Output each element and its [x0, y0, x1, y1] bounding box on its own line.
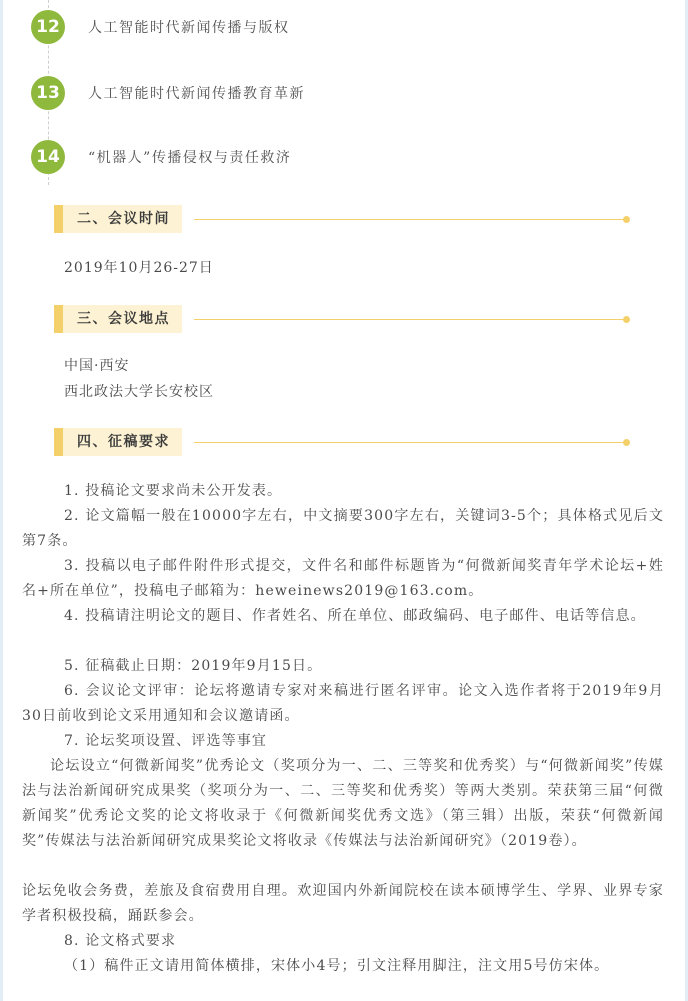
section-dot	[623, 439, 630, 446]
section-divider	[194, 442, 626, 443]
page-frame-left	[0, 0, 3, 1001]
requirement-3: 3. 投稿以电子邮件附件形式提交，文件名和邮件标题皆为“何微新闻奖青年学术论坛+姓名+所在单位”，投稿电子邮箱为：heweinews2019@163.com。	[22, 558, 664, 599]
topic-item	[31, 76, 305, 110]
requirement-8-heading: 8. 论文格式要求	[64, 933, 177, 949]
section-title: 四、征稿要求	[63, 428, 182, 456]
section-dot	[623, 316, 630, 323]
topic-number-badge: 13	[31, 76, 65, 110]
requirement-7-heading: 7. 论坛奖项设置、评选等事宜	[64, 733, 268, 749]
topic-label: 人工智能时代新闻传播教育革新	[88, 86, 305, 102]
meeting-date: 2019年10月26-27日	[64, 260, 214, 276]
registration-note: 论坛免收会务费，差旅及食宿费用自理。欢迎国内外新闻院校在读本硕博学生、学界、业界专家学者积极投稿，踊跃参会。	[22, 883, 664, 924]
requirement-5: 5. 征稿截止日期：2019年9月15日。	[64, 658, 323, 674]
awards-description: 论坛设立“何微新闻奖”优秀论文（奖项分为一、二、三等奖和优秀奖）与“何微新闻奖”传媒法与法治新闻研究成果奖（奖项分为一、二、三等奖和优秀奖）等两大类别。荣获第三届“何微新闻奖”优秀论文奖的论文将收录于《何微新闻奖优秀文选》（第三辑）出版，荣获“何微新闻奖”传媒法与法治新闻研究成果奖论文将收录《传媒法与法治新闻研究》（2019卷）。	[22, 758, 664, 849]
requirement-6: 6. 会议论文评审：论坛将邀请专家对来稿进行匿名评审。论文入选作者将于2019年9月30日前收到论文采用通知和会议邀请函。	[22, 683, 664, 724]
topic-number-badge: 14	[31, 140, 65, 174]
meeting-venue: 西北政法大学长安校区	[64, 384, 214, 400]
section-divider	[194, 319, 626, 320]
section-header-requirements	[54, 428, 630, 456]
section-dot	[623, 216, 630, 223]
section-divider	[194, 219, 626, 220]
topic-item	[31, 10, 290, 44]
topic-number-badge: 12	[31, 10, 65, 44]
format-rule-1: （1）稿件正文请用简体横排，宋体小4号；引文注释用脚注，注文用5号仿宋体。	[64, 958, 610, 974]
topic-item	[31, 140, 291, 174]
meeting-city: 中国·西安	[64, 358, 130, 374]
requirement-4: 4. 投稿请注明论文的题目、作者姓名、所在单位、邮政编码、电子邮件、电话等信息。	[64, 608, 646, 624]
section-title: 三、会议地点	[63, 305, 182, 333]
section-marker	[54, 205, 63, 233]
section-header-place	[54, 305, 630, 333]
section-header-time	[54, 205, 630, 233]
section-title: 二、会议时间	[63, 205, 182, 233]
section-marker	[54, 305, 63, 333]
section-marker	[54, 428, 63, 456]
requirement-2: 2. 论文篇幅一般在10000字左右，中文摘要300字左右，关键词3-5个；具体格式见后文第7条。	[22, 508, 664, 549]
topic-label: “机器人”传播侵权与责任救济	[88, 150, 292, 166]
topic-label: 人工智能时代新闻传播与版权	[88, 20, 290, 36]
requirement-1: 1. 投稿论文要求尚未公开发表。	[64, 483, 283, 499]
